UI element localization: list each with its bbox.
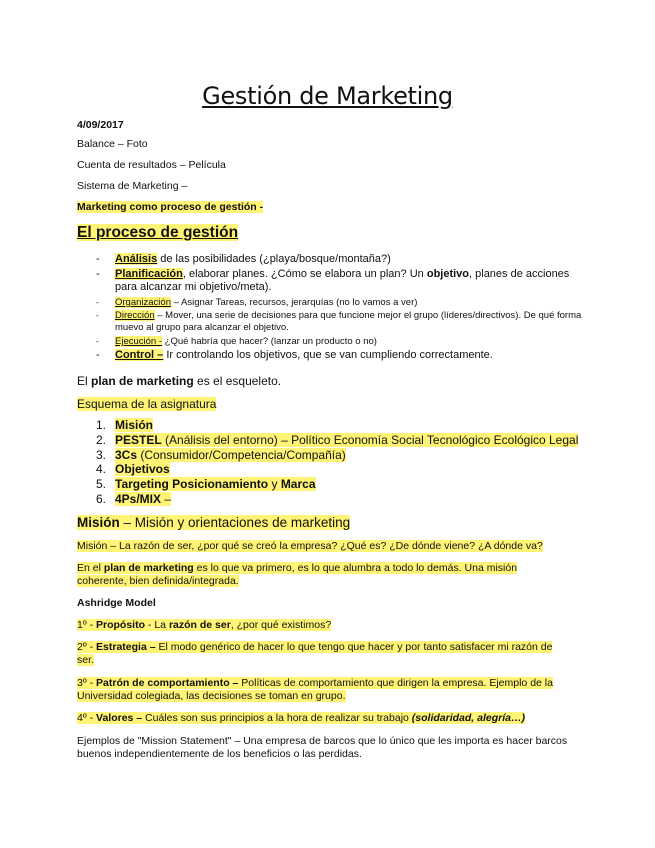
list-item: 5. Targeting Posicionamiento y Marca: [96, 477, 316, 492]
list-item: 1. Misión: [96, 418, 153, 432]
bullet-term: Planificación: [115, 268, 183, 280]
process-heading: [77, 201, 263, 214]
section-title: [77, 224, 238, 242]
intro-line: Balance – Foto: [77, 138, 148, 150]
schema-title: Esquema de la asignatura: [77, 397, 217, 411]
page-title: Gestión de Marketing: [202, 82, 453, 110]
document-page: Gestión de Marketing 4/09/2017 Balance – Foto Cuenta de resultados – Película Sistema de Marketing – Marketing como proceso de gestión - El proceso de gestión - Análisis de las posibilidades (¿playa/bosque/montaña?) - Planificación, elaborar planes. ¿Cómo se elabora un plan? Un objetivo, planes de acciones para alcanzar mi objetivo/meta). - Organización – Asignar Tareas, recursos, jerarquías (no lo vamos a ver) - Dirección – Mover, una serie de decisiones para que funcione mejor el grupo (líderes/directivos). De qué forma muevo al grupo para alcanzar el objetivo. - Ejecución - ¿Qué habría que hacer? (lanzar un producto o no) - Control – Ir controlando los objetivos, que se van cumpliendo correctamente. El plan de marketing es el esqueleto. Esquema de la asignatura 1. Misión 2. PESTEL (Análisis del entorno) – Político Economía Social Tecnológico Ecológico Legal 3. 3Cs (Consumidor/Competencia/Compañía) 4. Objetivos 5. Targeting Posicionamiento y Marca 6. 4Ps/MIX – Misión – Misión y orientaciones de marketing Misión – La razón de ser, ¿por qué se creó la empresa? ¿Qué es? ¿De dónde viene? ¿A dónde va? En el plan de marketing es lo que va primero, es lo que alumbra a todo lo demás. Una misión coherente, bien definida/integrada. Ashridge Model 1º - Propósito - La razón de ser, ¿por qué existimos? 2º - Estrategia – El modo genérico de hacer lo que tengo que hacer y por tanto satisfacer mi razón de ser. 3º - Patrón de comportamiento – Políticas de comportamiento que dirigen la empresa. Ejemplo de la Universidad colegiada, las decisiones se toman en grupo. 4º - Valores – Cuáles son sus principios a la hora de realizar su trabajo (solidaridad, alegría…) Ejemplos de "Mission Statement" – Una empresa de barcos que lo único que les importa es hacer barcos buenos independientemente de los beneficios o las perdidas.: [0, 0, 655, 848]
mision-heading: Misión – Misión y orientaciones de marketing: [77, 515, 351, 530]
intro-line: Sistema de Marketing –: [77, 180, 188, 192]
model-item-3: 3º - Patrón de comportamiento – Políticas de comportamiento que dirigen la empresa. Ejemplo de la Universidad colegiada, las decisiones se toman en grupo.: [77, 677, 553, 702]
ashridge-heading: Ashridge Model: [77, 597, 156, 609]
date: 4/09/2017: [77, 119, 124, 131]
list-item: 2. PESTEL (Análisis del entorno) – Político Economía Social Tecnológico Ecológico Legal: [96, 432, 579, 447]
bullet-term: Dirección: [115, 310, 155, 321]
list-item: 6. 4Ps/MIX –: [96, 491, 172, 506]
mission-statement-example: Ejemplos de "Mission Statement" – Una empresa de barcos que lo único que les importa es hacer barcos buenos independientemente de los beneficios o las perdidas.: [77, 735, 568, 760]
plan-sentence: El plan de marketing es el esqueleto.: [77, 374, 282, 388]
section-title-text: El proceso de gestión: [77, 224, 239, 241]
bullet-term: Control –: [115, 349, 164, 361]
model-item-4: 4º - Valores – Cuáles son sus principios a la hora de realizar su trabajo (solidaridad, alegría…): [77, 712, 525, 724]
mision-definition: Misión – La razón de ser, ¿por qué se creó la empresa? ¿Qué es? ¿De dónde viene? ¿A dónde va?: [77, 540, 543, 552]
bullet-term: Análisis: [115, 253, 158, 265]
list-item: 3. 3Cs (Consumidor/Competencia/Compañía): [96, 447, 346, 462]
process-heading-text: Marketing como proceso de gestión -: [77, 201, 264, 213]
plan-paragraph: En el plan de marketing es lo que va primero, es lo que alumbra a todo lo demás. Una misión coherente, bien definida/integrada.: [77, 562, 518, 587]
intro-line: Cuenta de resultados – Película: [77, 159, 226, 171]
model-item-1: 1º - Propósito - La razón de ser, ¿por qué existimos?: [77, 619, 332, 631]
bullet-term: Ejecución -: [115, 336, 162, 347]
model-item-2: 2º - Estrategia – El modo genérico de hacer lo que tengo que hacer y por tanto satisfacer mi razón de ser.: [77, 641, 553, 666]
bullet-term: Organización: [115, 297, 171, 308]
list-item: 4. Objetivos: [96, 462, 170, 477]
schema-list: [96, 418, 578, 507]
